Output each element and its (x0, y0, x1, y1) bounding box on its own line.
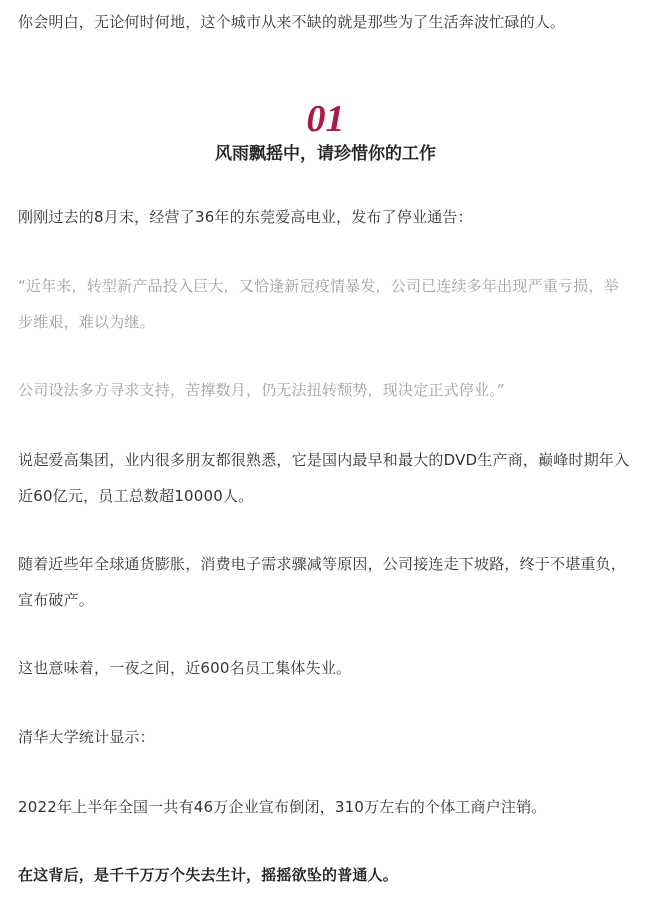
section-number: 01 (306, 98, 345, 140)
paragraph-statistics: 2022年上半年全国一共有46万企业宣布倒闭，310万左右的个体工商户注销。 (18, 798, 547, 816)
quote-paragraph-2: 公司设法多方寻求支持，苦撑数月，仍无法扭转颓势，现决定正式停业。” (18, 381, 505, 399)
quote-paragraph-1: “近年来，转型新产品投入巨大，又恰逢新冠疫情暴发，公司已连续多年出现严重亏损，举步维艰，难以为继。 (18, 277, 619, 331)
intro-paragraph: 你会明白，无论何时何地，这个城市从来不缺的就是那些为了生活奔波忙碌的人。 (18, 13, 566, 31)
paragraph-layoffs: 这也意味着，一夜之间，近600名员工集体失业。 (18, 659, 352, 677)
paragraph-conclusion: 在这背后，是千千万万个失去生计，摇摇欲坠的普通人。 (18, 866, 399, 884)
paragraph-company-intro: 说起爱高集团，业内很多朋友都很熟悉，它是国内最早和最大的DVD生产商，巅峰时期年入近60亿元，员工总数超10000人。 (18, 451, 630, 505)
paragraph-statistics-intro: 清华大学统计显示： (18, 728, 155, 746)
section-title: 风雨飘摇中，请珍惜你的工作 (215, 144, 436, 164)
paragraph-bankruptcy: 随着近些年全球通货膨胀，消费电子需求骤减等原因，公司接连走下坡路，终于不堪重负，宣布破产。 (18, 555, 627, 609)
paragraph-announcement: 刚刚过去的8月末，经营了36年的东莞爱高电业，发布了停业通告： (18, 208, 473, 226)
